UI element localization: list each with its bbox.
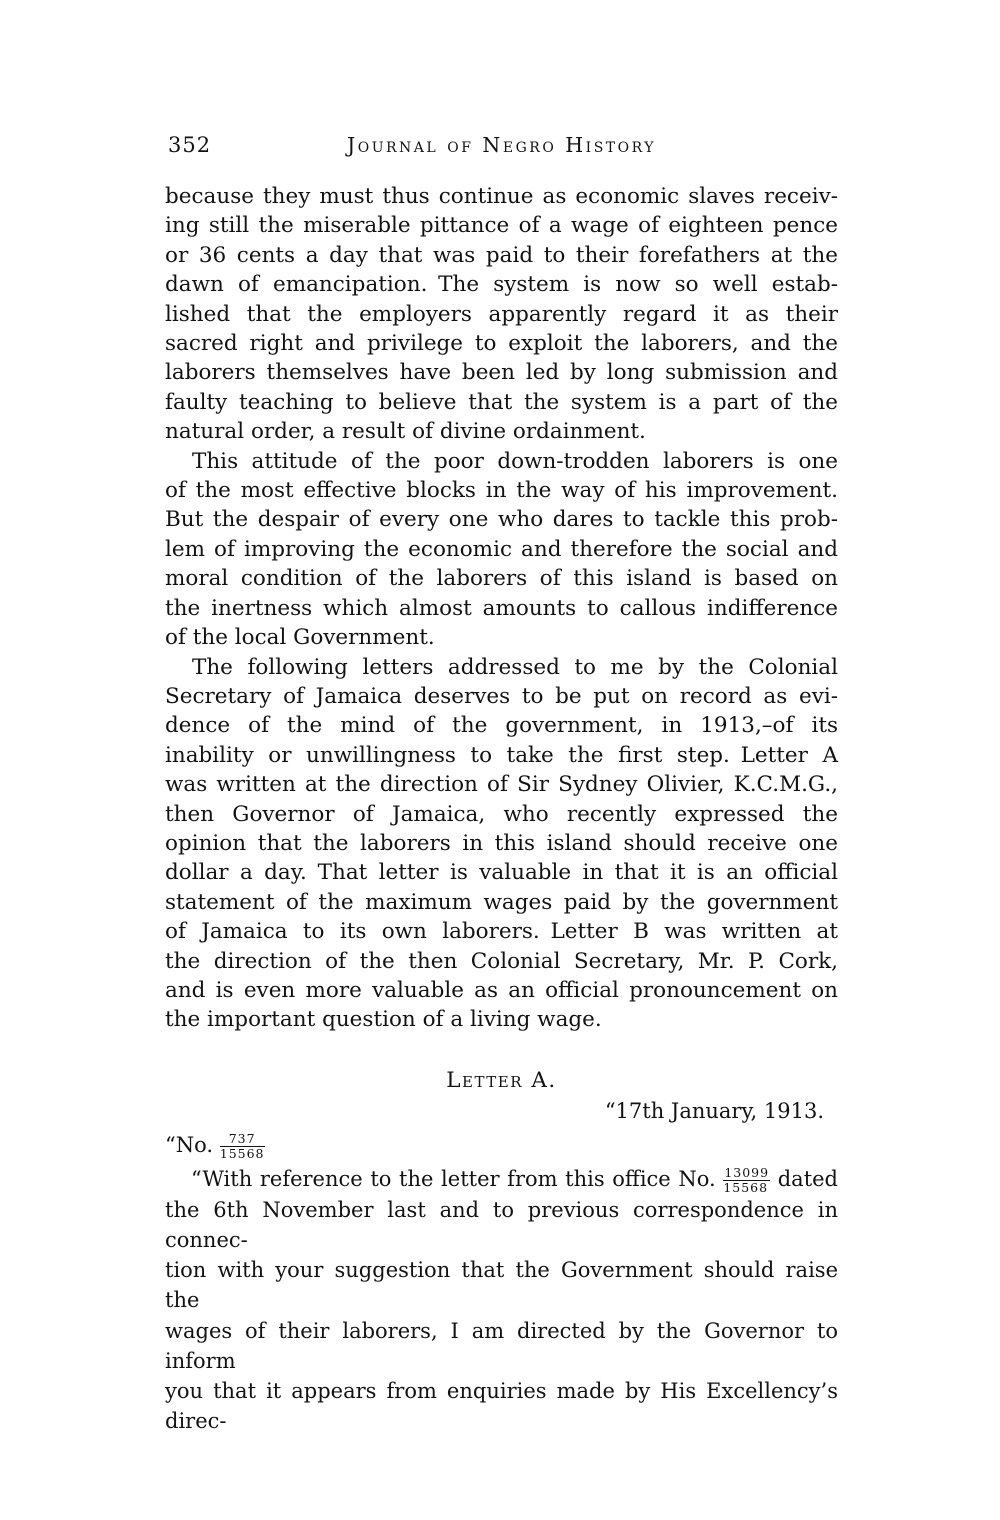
text-line: because they must thus continue as economic slaves receiv- [165, 184, 838, 209]
text-line: Secretary of Jamaica deserves to be put on record as evi- [165, 683, 838, 709]
text-line: and is even more valuable as an official pronouncement on [165, 977, 838, 1003]
text-line: This attitude of the poor down-trodden laborers is one [192, 448, 838, 474]
text-line: dence of the mind of the government, in 1913,–of its [165, 713, 838, 739]
letter-body [165, 1164, 838, 1437]
text-line: inability or unwillingness to take the first step. Letter A [165, 742, 838, 768]
text-line: natural order, a result of divine ordainment. [165, 419, 646, 445]
text-line: sacred right and privilege to exploit the laborers, and the [165, 331, 838, 357]
page-column [165, 133, 838, 1436]
text-line: or 36 cents a day that was paid to their forefathers at the [165, 242, 838, 268]
text-line: ing still the miserable pittance of a wage of eighteen pence [165, 213, 838, 239]
text-line: of the most effective blocks in the way of his improvement. [165, 478, 838, 504]
article-body [165, 182, 838, 1035]
text-line: you that it appears from enquiries made by His Excellency’s direc- [165, 1379, 838, 1434]
text-line: opinion that the laborers in this island should receive one [165, 830, 838, 856]
text-line: “With reference to the letter from this office No. $\frac{13099}{15568}$ dated [191, 1165, 838, 1196]
text-line: wages of their laborers, I am directed by the Governor to inform [165, 1318, 838, 1373]
reference-number-fraction: $\frac{13099}{15568}$ [723, 1165, 770, 1196]
text-line: tion with your suggestion that the Government should raise the [165, 1258, 838, 1313]
page-number: 352 [168, 133, 212, 157]
text-line: the 6th November last and to previous correspondence in connec- [165, 1197, 838, 1252]
text-line: The following letters addressed to me by the Colonial [192, 654, 838, 680]
text-line: dawn of emancipation. The system is now so well estab- [165, 272, 838, 298]
page-header [165, 133, 838, 157]
text-line: the important question of a living wage. [165, 1007, 602, 1033]
letter-date-line: “17th January, 1913. [604, 1098, 824, 1123]
text-line: laborers themselves have been led by long submission and [165, 360, 838, 386]
reference-number-fraction: $\frac{737}{15568}$ [219, 1131, 265, 1162]
text-line: the inertness which almost amounts to callous indifference [165, 595, 838, 621]
text-line: was written at the direction of Sir Sydney Olivier, K.C.M.G., [165, 772, 838, 798]
journal-title: Journal of Negro History [347, 133, 656, 157]
text-line: of the local Government. [165, 625, 435, 651]
text-line: of Jamaica to its own laborers. Letter B was written at [165, 919, 838, 945]
text-line: lished that the employers apparently regard it as their [165, 301, 838, 327]
letter-reference-number-line: “No. $\frac{737}{15568}$ [165, 1131, 265, 1162]
text-line: statement of the maximum wages paid by the government [165, 889, 838, 915]
text-line: then Governor of Jamaica, who recently expressed the [165, 801, 838, 827]
text-line: But the despair of every one who dares to tackle this prob- [165, 507, 838, 533]
text-line: moral condition of the laborers of this island is based on [165, 566, 838, 592]
text-line: the direction of the then Colonial Secretary, Mr. P. Cork, [165, 948, 838, 974]
text-line: dollar a day. That letter is valuable in that it is an official [165, 860, 838, 886]
text-line: lem of improving the economic and therefore the social and [165, 536, 838, 562]
letter-a-heading: Letter A. [446, 1067, 557, 1093]
text-line: faulty teaching to believe that the system is a part of the [165, 389, 838, 415]
